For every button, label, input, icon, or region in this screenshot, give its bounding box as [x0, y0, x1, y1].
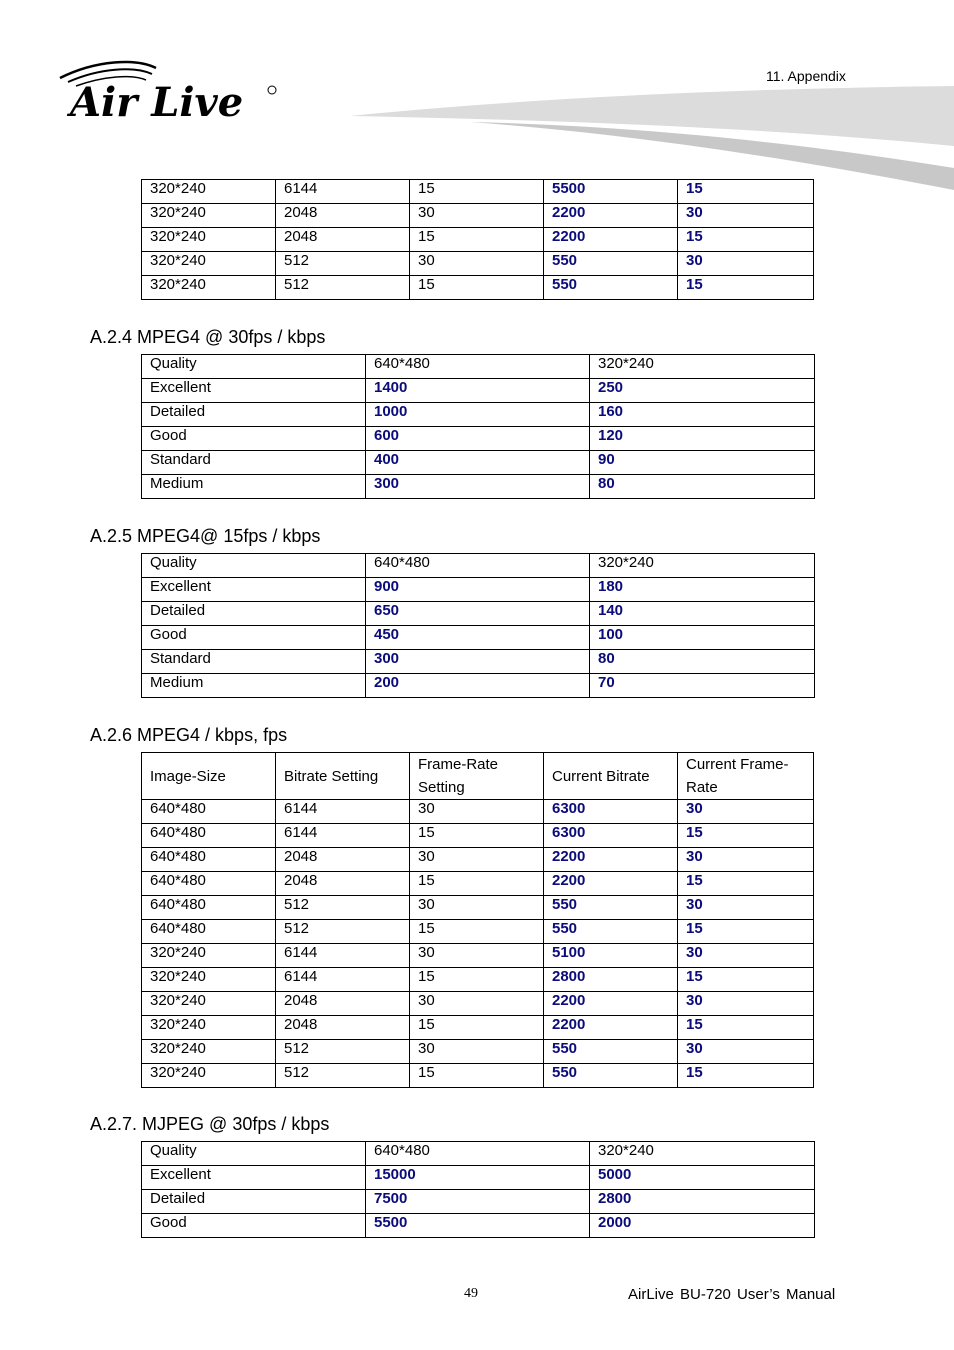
- svg-text:Air Live: Air Live: [70, 79, 244, 124]
- table-header-row: [142, 554, 815, 578]
- header-cell: 640*480: [366, 355, 590, 379]
- header-cell: Image-Size: [142, 753, 276, 800]
- table-cell: 30: [678, 252, 814, 276]
- table-cell: 2200: [544, 1016, 678, 1040]
- table-cell: 320*240: [142, 252, 276, 276]
- header-cell: Quality: [142, 1142, 366, 1166]
- table-header-row: [142, 1142, 815, 1166]
- table-cell: 30: [678, 944, 814, 968]
- table-cell: 640*480: [142, 896, 276, 920]
- table-cell: 30: [410, 896, 544, 920]
- table-row: [142, 1040, 814, 1064]
- table-cell: Good: [142, 626, 366, 650]
- table-row: [142, 674, 815, 698]
- table-cell: 512: [276, 1040, 410, 1064]
- table-cell: 2048: [276, 1016, 410, 1040]
- table-cell: 320*240: [142, 228, 276, 252]
- table-cell: Standard: [142, 650, 366, 674]
- table-cell: 300: [366, 475, 590, 499]
- table-cell: 2200: [544, 992, 678, 1016]
- table-cell: 15: [678, 1016, 814, 1040]
- mpeg4-30fps-table: [141, 354, 815, 499]
- table-cell: 640*480: [142, 920, 276, 944]
- table-cell: 250: [590, 379, 815, 403]
- table-cell: 15: [678, 1064, 814, 1088]
- table-cell: 15: [410, 920, 544, 944]
- table-cell: 30: [678, 896, 814, 920]
- table-row: [142, 650, 815, 674]
- table-cell: 640*480: [142, 848, 276, 872]
- table-row: [142, 992, 814, 1016]
- table-cell: 512: [276, 1064, 410, 1088]
- mpeg4-15fps-table: [141, 553, 815, 698]
- table-cell: 30: [678, 800, 814, 824]
- table-cell: 320*240: [142, 1040, 276, 1064]
- table-row: [142, 872, 814, 896]
- header-cell: Bitrate Setting: [276, 753, 410, 800]
- table-cell: 30: [410, 204, 544, 228]
- table-cell: 30: [410, 848, 544, 872]
- table-cell: 5000: [590, 1166, 815, 1190]
- table-row: [142, 379, 815, 403]
- header-cell: 320*240: [590, 554, 815, 578]
- table-row: [142, 896, 814, 920]
- table-cell: 6144: [276, 944, 410, 968]
- chapter-label: 11. Appendix: [766, 68, 846, 84]
- table-cell: 15: [678, 824, 814, 848]
- table-cell: 5500: [366, 1214, 590, 1238]
- table-cell: 7500: [366, 1190, 590, 1214]
- table-cell: 30: [410, 1040, 544, 1064]
- table-cell: 90: [590, 451, 815, 475]
- table-cell: 550: [544, 920, 678, 944]
- header-cell: Quality: [142, 554, 366, 578]
- table-cell: 2048: [276, 872, 410, 896]
- table-cell: 30: [678, 992, 814, 1016]
- table-cell: Excellent: [142, 578, 366, 602]
- table-row: [142, 848, 814, 872]
- table-cell: 6300: [544, 824, 678, 848]
- table-cell: 550: [544, 252, 678, 276]
- table-cell: Medium: [142, 475, 366, 499]
- table-cell: 550: [544, 1064, 678, 1088]
- table-cell: Good: [142, 427, 366, 451]
- table-cell: 30: [410, 992, 544, 1016]
- table-cell: 6144: [276, 968, 410, 992]
- header-cell: Quality: [142, 355, 366, 379]
- table-row: [142, 968, 814, 992]
- table-cell: 15: [678, 920, 814, 944]
- table-cell: 1400: [366, 379, 590, 403]
- table-cell: 650: [366, 602, 590, 626]
- table-cell: Excellent: [142, 379, 366, 403]
- table-cell: 2000: [590, 1214, 815, 1238]
- table-cell: 6300: [544, 800, 678, 824]
- section-heading-a27: A.2.7. MJPEG @ 30fps / kbps: [90, 1114, 330, 1134]
- table-cell: 15: [410, 824, 544, 848]
- table-cell: 300: [366, 650, 590, 674]
- table-cell: 120: [590, 427, 815, 451]
- table-cell: 2048: [276, 228, 410, 252]
- table-header-row: [142, 355, 815, 379]
- table-cell: 640*480: [142, 872, 276, 896]
- table-row: [142, 1214, 815, 1238]
- table-cell: 512: [276, 920, 410, 944]
- manual-title: AirLive BU-720 User’s Manual: [628, 1286, 836, 1303]
- table-cell: Standard: [142, 451, 366, 475]
- table-row: [142, 920, 814, 944]
- table-row: [142, 602, 815, 626]
- section-heading-a25: A.2.5 MPEG4@ 15fps / kbps: [90, 526, 321, 546]
- header-cell: 640*480: [366, 1142, 590, 1166]
- header-cell: 320*240: [590, 355, 815, 379]
- table-cell: 160: [590, 403, 815, 427]
- table-cell: 15: [678, 968, 814, 992]
- table-cell: 5100: [544, 944, 678, 968]
- table-cell: 200: [366, 674, 590, 698]
- table-cell: 30: [678, 204, 814, 228]
- table-cell: 30: [410, 800, 544, 824]
- table-cell: 15: [410, 276, 544, 300]
- table-cell: 1000: [366, 403, 590, 427]
- mjpeg-30fps-table: [141, 1141, 815, 1238]
- table-row: [142, 252, 814, 276]
- table-cell: 15: [678, 872, 814, 896]
- table-cell: Excellent: [142, 1166, 366, 1190]
- table-row: [142, 475, 815, 499]
- table-row: [142, 1166, 815, 1190]
- header-cell: Current Bitrate: [544, 753, 678, 800]
- table-cell: 450: [366, 626, 590, 650]
- table-cell: 640*480: [142, 824, 276, 848]
- table-row: [142, 204, 814, 228]
- section-heading-a24: A.2.4 MPEG4 @ 30fps / kbps: [90, 327, 326, 347]
- table-row: [142, 944, 814, 968]
- mpeg4-kbps-fps-table: [141, 752, 814, 1088]
- table-cell: 30: [410, 944, 544, 968]
- table-cell: Detailed: [142, 403, 366, 427]
- table-cell: 2200: [544, 848, 678, 872]
- airlive-logo: [56, 58, 286, 129]
- table-cell: 15: [678, 180, 814, 204]
- table-cell: 512: [276, 276, 410, 300]
- header-cell: Current Frame-Rate: [678, 753, 814, 800]
- header-cell: 320*240: [590, 1142, 815, 1166]
- table-cell: 15: [678, 228, 814, 252]
- table-cell: 320*240: [142, 180, 276, 204]
- table-cell: 320*240: [142, 204, 276, 228]
- table-cell: 15: [678, 276, 814, 300]
- table-row: [142, 427, 815, 451]
- table-row: [142, 180, 814, 204]
- table-cell: 70: [590, 674, 815, 698]
- table-cell: 512: [276, 896, 410, 920]
- table-cell: 80: [590, 650, 815, 674]
- header-cell: Frame-Rate Setting: [410, 753, 544, 800]
- table-cell: 400: [366, 451, 590, 475]
- table-cell: 320*240: [142, 276, 276, 300]
- table-cell: 15: [410, 1016, 544, 1040]
- header-cell: 640*480: [366, 554, 590, 578]
- table-cell: 900: [366, 578, 590, 602]
- table-cell: 320*240: [142, 1064, 276, 1088]
- table-cell: 320*240: [142, 944, 276, 968]
- table-cell: 15: [410, 228, 544, 252]
- table-cell: 512: [276, 252, 410, 276]
- table-row: [142, 1016, 814, 1040]
- table-cell: 15: [410, 180, 544, 204]
- table-cell: 15: [410, 1064, 544, 1088]
- table-row: [142, 403, 815, 427]
- table-row: [142, 578, 815, 602]
- table-row: [142, 1190, 815, 1214]
- bitrate-table-continued: [141, 179, 814, 300]
- table-cell: 320*240: [142, 968, 276, 992]
- table-header-row: [142, 753, 814, 800]
- table-cell: 550: [544, 1040, 678, 1064]
- table-cell: 2800: [590, 1190, 815, 1214]
- table-cell: 30: [678, 848, 814, 872]
- table-cell: 320*240: [142, 1016, 276, 1040]
- table-cell: 2048: [276, 204, 410, 228]
- table-row: [142, 824, 814, 848]
- table-cell: 320*240: [142, 992, 276, 1016]
- table-cell: 2200: [544, 228, 678, 252]
- page-number: 49: [464, 1286, 478, 1301]
- table-cell: 30: [410, 252, 544, 276]
- table-cell: 30: [678, 1040, 814, 1064]
- table-cell: 640*480: [142, 800, 276, 824]
- table-row: [142, 800, 814, 824]
- table-cell: Detailed: [142, 602, 366, 626]
- table-cell: 550: [544, 276, 678, 300]
- table-row: [142, 228, 814, 252]
- table-cell: 80: [590, 475, 815, 499]
- table-cell: 180: [590, 578, 815, 602]
- table-cell: 2048: [276, 992, 410, 1016]
- table-cell: 6144: [276, 180, 410, 204]
- table-cell: 100: [590, 626, 815, 650]
- table-cell: 2200: [544, 204, 678, 228]
- table-cell: 550: [544, 896, 678, 920]
- table-cell: 2048: [276, 848, 410, 872]
- table-cell: Good: [142, 1214, 366, 1238]
- table-cell: 15: [410, 968, 544, 992]
- table-cell: 600: [366, 427, 590, 451]
- table-cell: 6144: [276, 824, 410, 848]
- table-cell: 15: [410, 872, 544, 896]
- table-row: [142, 451, 815, 475]
- section-heading-a26: A.2.6 MPEG4 / kbps, fps: [90, 725, 288, 745]
- table-cell: 2200: [544, 872, 678, 896]
- table-cell: 15000: [366, 1166, 590, 1190]
- table-cell: 140: [590, 602, 815, 626]
- table-row: [142, 626, 815, 650]
- table-cell: 6144: [276, 800, 410, 824]
- table-row: [142, 1064, 814, 1088]
- table-cell: 2800: [544, 968, 678, 992]
- table-row: [142, 276, 814, 300]
- table-cell: Detailed: [142, 1190, 366, 1214]
- table-cell: 5500: [544, 180, 678, 204]
- table-cell: Medium: [142, 674, 366, 698]
